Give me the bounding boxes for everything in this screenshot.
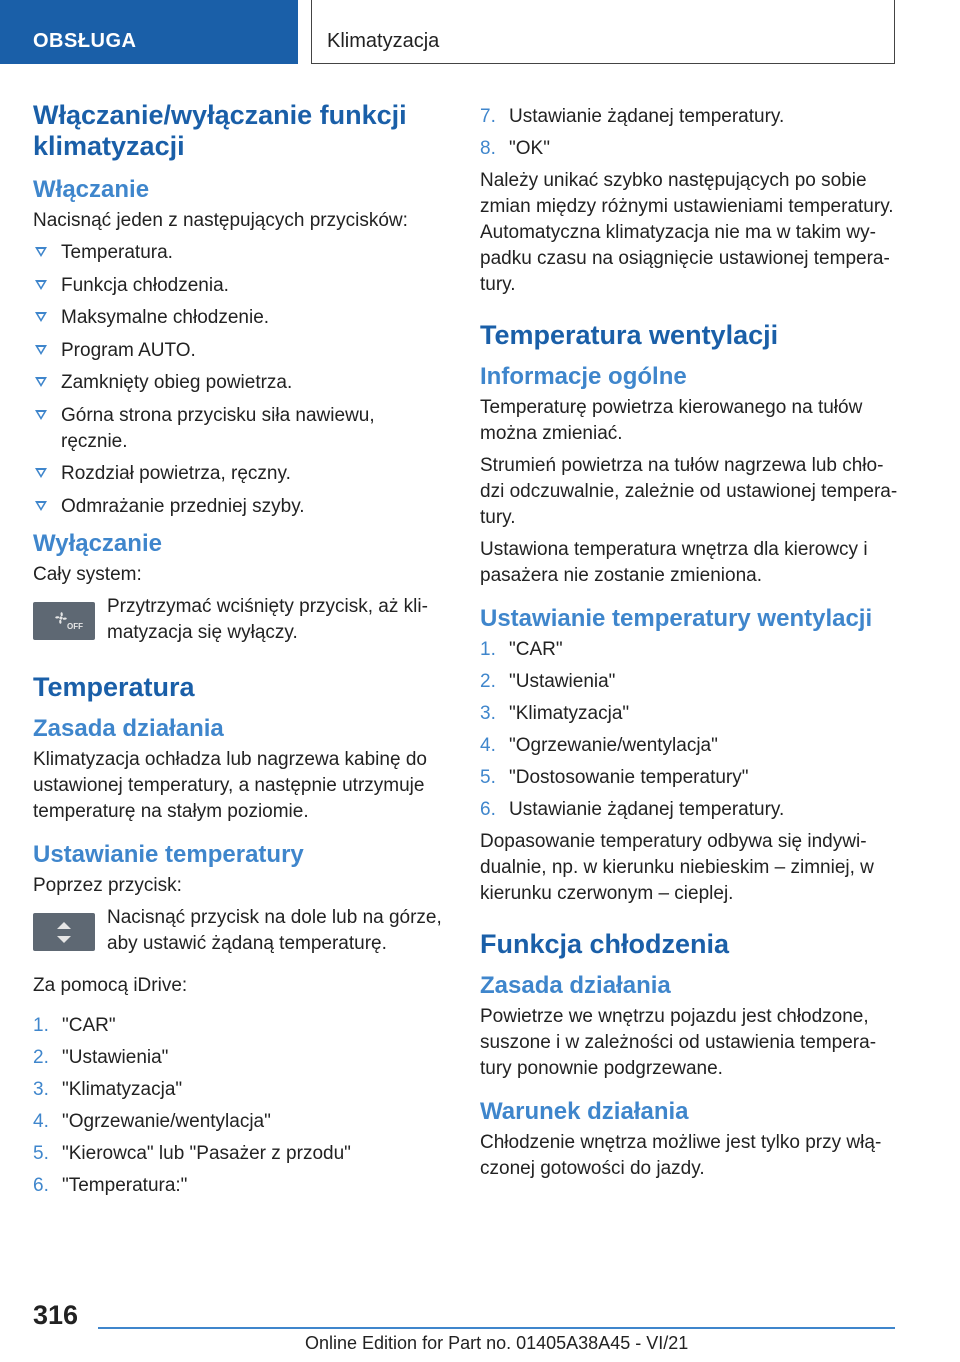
- list-item: Funkcja chłodzenia.: [33, 273, 443, 299]
- triangle-bullet-icon: [35, 410, 47, 420]
- section-title-vent-temperature: Temperatura wentylacji: [480, 320, 779, 350]
- left-column: [33, 100, 443, 1205]
- temperature-rocker-button-icon: [33, 913, 95, 951]
- general-text-3: Ustawiona temperatura wnętrza dla kierowcy i pasażera nie zostanie zmieniona.: [480, 539, 868, 586]
- section-title-temperature: Temperatura: [33, 671, 195, 702]
- right-column: [480, 104, 900, 1188]
- general-text-1: Temperaturę powietrza kierowanego na tułów można zmieniać.: [480, 397, 863, 444]
- set-intro: Poprzez przycisk:: [33, 874, 182, 896]
- heading-set-temperature: Ustawianie temperatury: [33, 840, 304, 868]
- arrow-up-icon: [57, 922, 71, 929]
- fan-off-button-icon: [33, 602, 95, 640]
- off-intro: Cały system:: [33, 563, 142, 585]
- list-item: Program AUTO.: [33, 338, 443, 364]
- off-button-row: [33, 594, 443, 650]
- list-item: Rozdział powietrza, ręczny.: [33, 461, 443, 487]
- heading-general-info: Informacje ogólne: [480, 363, 687, 390]
- header-section-label: OBSŁUGA: [33, 30, 137, 52]
- triangle-bullet-icon: [35, 468, 47, 478]
- list-item: 5. "Kierowca" lub "Pasażer z przodu": [33, 1142, 351, 1164]
- off-button-text: Przytrzymać wciśnięty przycisk, aż klimatyzacja się wyłączy.: [107, 595, 428, 643]
- heading-cool-principle: Zasada działania: [480, 972, 671, 999]
- section-title-cooling: Funkcja chłodzenia: [480, 929, 730, 959]
- temp-button-text: Nacisnąć przycisk na dole lub na górze, aby ustawić żądaną temperaturę.: [107, 906, 442, 954]
- list-item: 8. "OK": [480, 138, 550, 159]
- list-item: 1. "CAR": [480, 639, 563, 660]
- arrow-down-icon: [57, 936, 71, 943]
- vent-steps-list: [480, 637, 900, 823]
- list-item: Temperatura.: [33, 240, 443, 266]
- header-chapter-label: Klimatyzacja: [327, 30, 440, 52]
- list-item: 6. Ustawianie żądanej temperatury.: [480, 799, 785, 820]
- header-chapter-box: [311, 0, 895, 64]
- avoid-text: Należy unikać szybko następujących po sobie zmian między różnymi ustawieniami temperatury. Automatyczna klimatyzacja nie ma w takim wypadku czasu na osiągnięcie ustawionej temperatury.: [480, 170, 894, 295]
- triangle-bullet-icon: [35, 247, 47, 257]
- heading-condition: Warunek działania: [480, 1098, 689, 1125]
- section-title-on-off: Włączanie/wyłączanie funkcji klimatyzacji: [33, 100, 407, 161]
- cool-principle-text: Powietrze we wnętrzu pojazdu jest chłodzone, suszone i w zależności od ustawienia temperatury ponownie podgrzewane.: [480, 1006, 877, 1079]
- list-item: 2. "Ustawienia": [480, 671, 616, 692]
- condition-text: Chłodzenie wnętrza możliwe jest tylko przy włączonej gotowości do jazdy.: [480, 1132, 882, 1179]
- list-item: 2. "Ustawienia": [33, 1046, 169, 1068]
- list-item: 1. "CAR": [33, 1014, 116, 1036]
- heading-set-vent-temperature: Ustawianie temperatury wentylacji: [480, 605, 873, 632]
- triangle-bullet-icon: [35, 377, 47, 387]
- list-item: Maksymalne chłodzenie.: [33, 305, 443, 331]
- idrive-intro: Za pomocą iDrive:: [33, 974, 188, 996]
- list-item: 3. "Klimatyzacja": [480, 703, 630, 724]
- list-item: 6. "Temperatura:": [33, 1174, 188, 1196]
- temp-button-row: [33, 905, 443, 961]
- vent-adjust-text: Dopasowanie temperatury odbywa się indywidualnie, np. w kierunku niebieskim – zimniej, w kierunku czerwonym – cieplej.: [480, 831, 874, 904]
- principle-text: Klimatyzacja ochładza lub nagrzewa kabinę do ustawionej temperatury, a następnie utrzymuje temperaturę na stałym poziomie.: [33, 748, 427, 822]
- on-intro: Nacisnąć jeden z następujących przycisków:: [33, 210, 408, 231]
- list-item: 5. "Dostosowanie temperatury": [480, 767, 749, 788]
- triangle-bullet-icon: [35, 345, 47, 355]
- heading-on: Włączanie: [33, 176, 150, 203]
- triangle-bullet-icon: [35, 501, 47, 511]
- triangle-bullet-icon: [35, 280, 47, 290]
- footer-divider: [98, 1327, 895, 1329]
- idrive-steps-list: [33, 1013, 443, 1199]
- list-item: Zamknięty obieg powietrza.: [33, 370, 443, 396]
- list-item: 7. Ustawianie żądanej temperatury.: [480, 106, 785, 127]
- list-item: 4. "Ogrzewanie/wentylacja": [33, 1110, 271, 1132]
- footer-edition: Online Edition for Part no. 01405A38A45 - VI/21: [305, 1333, 689, 1353]
- list-item: Odmrażanie przedniej szyby.: [33, 494, 443, 520]
- list-item: 4. "Ogrzewanie/wentylacja": [480, 735, 718, 756]
- off-label: OFF: [67, 621, 83, 631]
- idrive-steps-list-continued: [480, 104, 900, 162]
- list-item: Górna strona przycisku siła nawiewu, ręcznie.: [33, 403, 443, 455]
- page-number: 316: [33, 1300, 79, 1330]
- list-item: 3. "Klimatyzacja": [33, 1078, 183, 1100]
- on-button-list: [33, 240, 443, 520]
- heading-principle: Zasada działania: [33, 714, 224, 742]
- header-section-tab: [0, 0, 298, 64]
- heading-off: Wyłączanie: [33, 529, 162, 557]
- triangle-bullet-icon: [35, 312, 47, 322]
- general-text-2: Strumień powietrza na tułów nagrzewa lub chłodzi odczuwalnie, zależnie od ustawionej temperatury.: [480, 455, 898, 528]
